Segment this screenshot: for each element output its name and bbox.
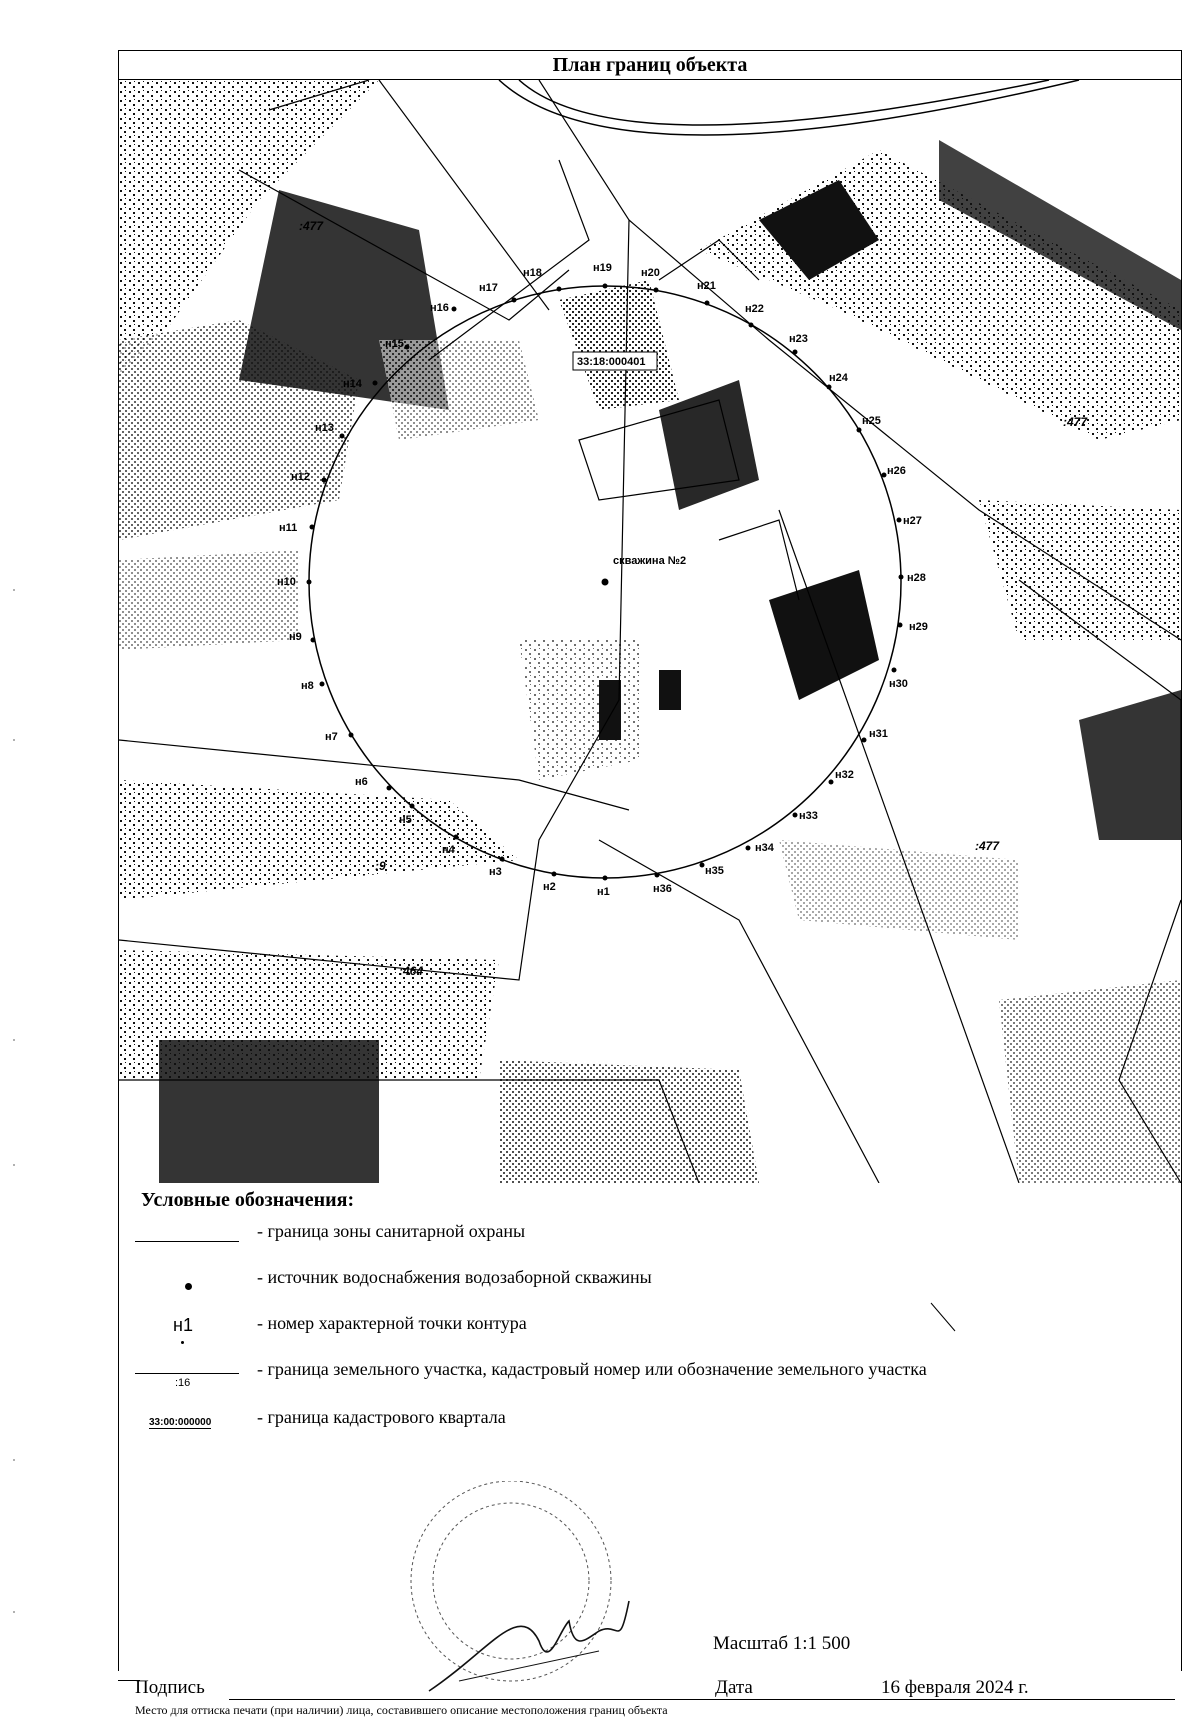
point-label: н25	[862, 415, 881, 427]
point-label: н36	[653, 883, 672, 895]
plan-title: План границ объекта	[119, 51, 1181, 80]
frame-bottom-tick	[118, 1680, 140, 1681]
point-label: н31	[869, 728, 888, 740]
point-label: н33	[799, 810, 818, 822]
parcel-label: :464	[399, 964, 424, 978]
point-label: н12	[291, 471, 310, 483]
point-label: н20	[641, 267, 660, 279]
date-value: 16 февраля 2024 г.	[881, 1677, 1029, 1698]
point-label: н8	[301, 680, 314, 692]
cadastral-quarter-label: 33:18:000401	[577, 356, 646, 368]
legend-heading: Условные обозначения:	[141, 1189, 355, 1211]
aerial-photo-layer	[119, 80, 1181, 1183]
point-label: н7	[325, 731, 338, 743]
signature-label: Подпись	[135, 1677, 205, 1698]
point-label: н6	[355, 776, 368, 788]
point-label: н23	[789, 333, 808, 345]
point-label: н30	[889, 678, 908, 690]
legend-text: - граница кадастрового квартала	[257, 1407, 506, 1427]
signature-line	[229, 1699, 821, 1700]
point-label: н11	[279, 522, 298, 534]
contour-point-sample: н1	[173, 1315, 193, 1335]
point-label: н3	[489, 866, 502, 878]
point-label: н34	[755, 842, 774, 854]
sanitary-zone-line-sample	[135, 1241, 239, 1242]
legend-item-land-plot	[119, 1359, 1181, 1389]
point-label: н10	[277, 576, 296, 588]
legend-text: - источник водоснабжения водозаборной скважины	[257, 1267, 652, 1287]
date-label: Дата	[715, 1677, 753, 1698]
point-label: н9	[289, 631, 302, 643]
scale-label: Масштаб 1:1 500	[713, 1633, 851, 1654]
point-label: н28	[907, 572, 926, 584]
well-label: скважина №2	[613, 555, 687, 567]
point-label: н5	[399, 814, 412, 826]
point-label: н4	[442, 844, 455, 856]
water-source-dot-sample	[185, 1283, 192, 1290]
point-label: н2	[543, 881, 556, 893]
scan-stroke	[929, 1301, 969, 1341]
point-label: н15	[385, 338, 404, 350]
point-label: н21	[697, 280, 716, 292]
legend-text: - граница зоны санитарной охраны	[257, 1221, 526, 1241]
cadastral-quarter-sample: 33:00:000000	[149, 1417, 212, 1428]
point-label: н22	[745, 303, 764, 315]
legend-item-contour-point	[119, 1313, 1181, 1343]
point-label: н19	[593, 262, 612, 274]
plan-frame	[118, 50, 1182, 1717]
water-well-source	[602, 579, 609, 586]
legend-item-cadastral-quarter	[119, 1407, 1181, 1437]
legend-text: - граница земельного участка, кадастровый номер или обозначение земельного участка	[257, 1359, 927, 1379]
parcel-label: :477	[1063, 415, 1088, 429]
legend-item-water-source	[119, 1267, 1181, 1297]
point-label: н27	[903, 515, 922, 527]
point-label: н18	[523, 267, 542, 279]
contour-point-dot-sample	[181, 1341, 184, 1344]
point-label: н26	[887, 465, 906, 477]
point-label: н14	[343, 378, 362, 390]
boundary-map	[119, 80, 1181, 1183]
legend-item-sanitary-zone	[119, 1221, 1181, 1251]
point-label: н32	[835, 769, 854, 781]
legend-text: - номер характерной точки контура	[257, 1313, 527, 1333]
point-label: н16	[430, 302, 449, 314]
point-label: н35	[705, 865, 724, 877]
point-label: н17	[479, 282, 498, 294]
land-plot-line-sample	[135, 1373, 239, 1374]
point-label: н13	[315, 422, 334, 434]
land-plot-number-sample: :16	[175, 1377, 191, 1389]
date-line	[787, 1699, 1175, 1700]
parcel-label: :9	[375, 859, 386, 873]
parcel-label: :477	[975, 839, 1000, 853]
seal-place-note: Место для оттиска печати (при наличии) лица, составившего описание местоположения границ объекта	[135, 1703, 668, 1717]
parcel-label: :477	[299, 219, 324, 233]
point-label: н29	[909, 621, 928, 633]
scan-margin-dots	[0, 0, 40, 1690]
point-label: н1	[597, 886, 610, 898]
point-label: н24	[829, 372, 848, 384]
